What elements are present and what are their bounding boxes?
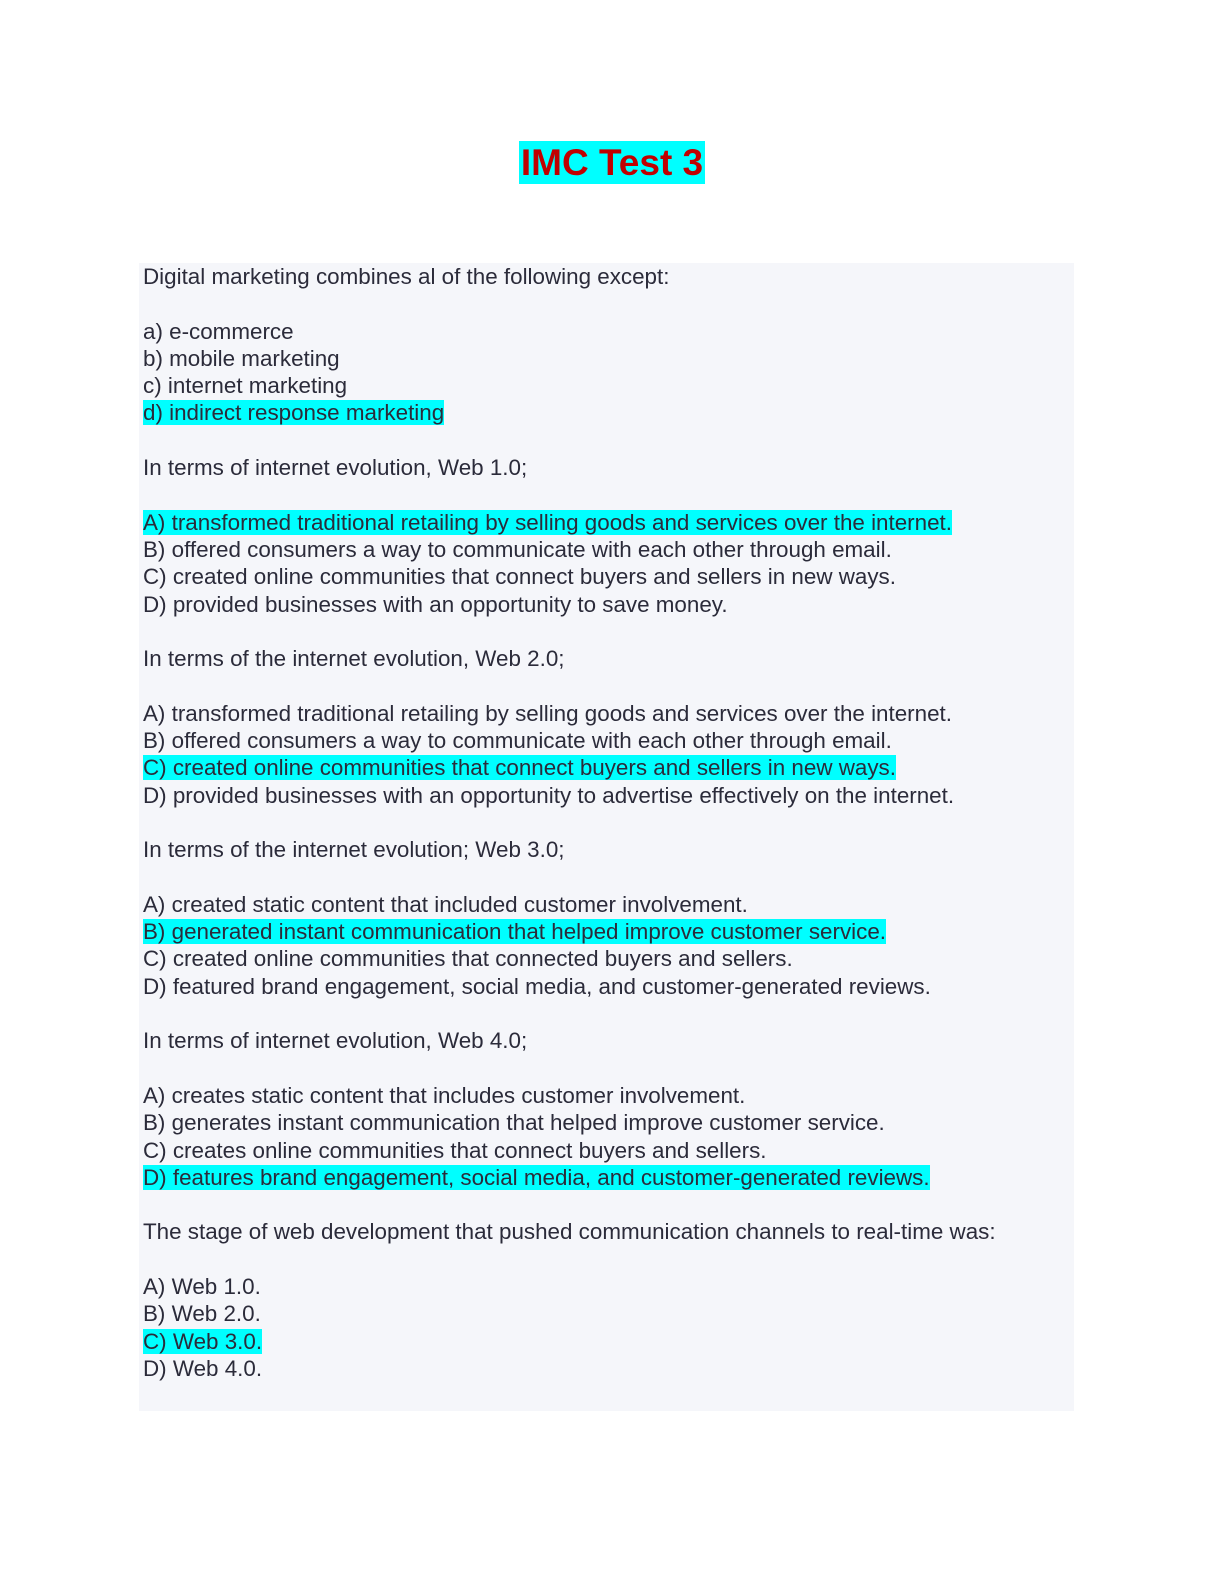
question-label: In terms of internet evolution, Web 4.0;	[143, 1028, 528, 1054]
question-text	[143, 454, 1068, 481]
option-text: A) created static content that included customer involvement.	[143, 891, 748, 917]
answer-option	[143, 1109, 1068, 1136]
answer-option	[143, 1355, 1068, 1382]
answer-option-correct	[143, 918, 1068, 945]
option-text: B) generates instant communication that helped improve customer service.	[143, 1110, 885, 1136]
title-wrapper	[0, 141, 1224, 184]
answer-option	[143, 945, 1068, 972]
question-block	[143, 1218, 1068, 1382]
answer-option-correct	[143, 399, 1068, 426]
option-text: b) mobile marketing	[143, 345, 340, 371]
question-text	[143, 645, 1068, 672]
option-text: B) generated instant communication that helped improve customer service.	[143, 919, 886, 945]
option-text: D) features brand engagement, social media, and customer-generated reviews.	[143, 1164, 930, 1190]
answer-option	[143, 591, 1068, 618]
page-title: IMC Test 3	[520, 142, 704, 183]
question-label: Digital marketing combines al of the following except:	[143, 264, 670, 289]
option-text: B) offered consumers a way to communicate with each other through email.	[143, 536, 892, 562]
questions-container	[143, 263, 1068, 1409]
question-block	[143, 454, 1068, 618]
option-text: A) creates static content that includes customer involvement.	[143, 1082, 746, 1108]
answer-option-correct	[143, 754, 1068, 781]
options-list	[143, 1082, 1068, 1191]
question-text	[143, 1218, 1068, 1245]
question-text	[143, 836, 1068, 863]
question-text	[143, 263, 1068, 290]
answer-option-correct	[143, 1164, 1068, 1191]
option-text: c) internet marketing	[143, 373, 348, 399]
question-text	[143, 1027, 1068, 1054]
options-list	[143, 700, 1068, 809]
options-list	[143, 891, 1068, 1000]
question-block	[143, 836, 1068, 1000]
question-block	[143, 1027, 1068, 1191]
answer-option	[143, 563, 1068, 590]
answer-option	[143, 973, 1068, 1000]
option-text: C) Web 3.0.	[143, 1328, 263, 1354]
answer-option	[143, 318, 1068, 345]
option-text: B) Web 2.0.	[143, 1301, 261, 1327]
option-text: A) Web 1.0.	[143, 1273, 261, 1299]
option-text: B) offered consumers a way to communicate with each other through email.	[143, 728, 892, 754]
answer-option	[143, 1300, 1068, 1327]
option-text: C) created online communities that connect buyers and sellers in new ways.	[143, 564, 896, 590]
option-text: A) transformed traditional retailing by selling goods and services over the internet.	[143, 700, 952, 726]
option-text: D) provided businesses with an opportunity to save money.	[143, 591, 728, 617]
option-text: C) creates online communities that connect buyers and sellers.	[143, 1137, 767, 1163]
question-block	[143, 263, 1068, 427]
option-text: C) created online communities that connected buyers and sellers.	[143, 946, 793, 972]
answer-option	[143, 891, 1068, 918]
answer-option	[143, 782, 1068, 809]
answer-option	[143, 1137, 1068, 1164]
options-list	[143, 1273, 1068, 1382]
answer-option	[143, 700, 1068, 727]
answer-option	[143, 1082, 1068, 1109]
options-list	[143, 318, 1068, 427]
answer-option	[143, 372, 1068, 399]
question-block	[143, 645, 1068, 809]
question-label: In terms of the internet evolution; Web 3.0;	[143, 837, 565, 863]
option-text: C) created online communities that connect buyers and sellers in new ways.	[143, 755, 896, 781]
answer-option-correct	[143, 1328, 1068, 1355]
options-list	[143, 509, 1068, 618]
answer-option-correct	[143, 509, 1068, 536]
answer-option	[143, 345, 1068, 372]
question-label: In terms of internet evolution, Web 1.0;	[143, 455, 528, 481]
question-label: The stage of web development that pushed communication channels to real-time was:	[143, 1219, 996, 1245]
answer-option	[143, 1273, 1068, 1300]
answer-option	[143, 727, 1068, 754]
option-text: D) Web 4.0.	[143, 1355, 263, 1381]
option-text: D) featured brand engagement, social media, and customer-generated reviews.	[143, 973, 931, 999]
option-text: a) e-commerce	[143, 318, 294, 344]
option-text: D) provided businesses with an opportunity to advertise effectively on the internet.	[143, 782, 955, 808]
option-text: A) transformed traditional retailing by selling goods and services over the internet.	[143, 509, 952, 535]
answer-option	[143, 536, 1068, 563]
option-text: d) indirect response marketing	[143, 400, 445, 426]
question-label: In terms of the internet evolution, Web 2.0;	[143, 646, 565, 672]
